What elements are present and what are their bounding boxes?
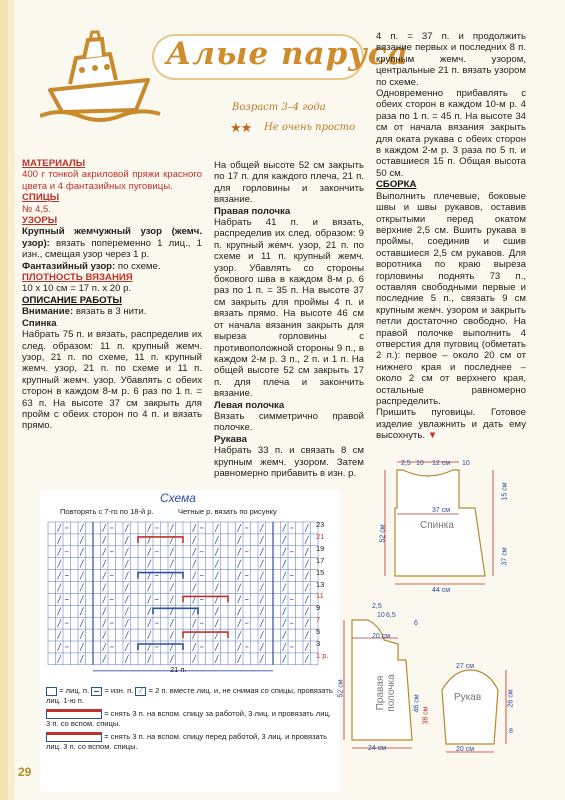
- materials-text: 400 г тонкой акриловой пряжи красного цвета и 4 фантазийных пуговицы.: [22, 169, 202, 192]
- stitch-mark: [103, 631, 107, 639]
- stitch-mark: [283, 595, 287, 603]
- stitch-mark: [125, 548, 129, 556]
- age-label: Возраст 3–4 года: [232, 102, 326, 113]
- stitch-mark: [215, 619, 219, 627]
- stitch-mark: [170, 584, 174, 592]
- stitch-mark: [80, 655, 84, 663]
- left-front-heading: Левая полочка: [214, 399, 285, 411]
- stitch-mark: [80, 524, 84, 532]
- column-1: [22, 158, 202, 432]
- scheme-width-label: 21 п.: [170, 665, 187, 674]
- stitch-mark: [283, 548, 287, 556]
- stitch-mark: [193, 560, 197, 568]
- back-height-15: 15 см: [501, 482, 509, 501]
- scheme-row-numbers: 23 21 19 17 15 13 11 9 7 5 3 1 р.: [316, 520, 329, 660]
- stitch-mark: [80, 643, 84, 651]
- front-label: Правая полочка: [375, 674, 397, 712]
- stitch-mark: [305, 595, 309, 603]
- stitch-mark: [215, 524, 219, 532]
- stitch-mark: [238, 584, 242, 592]
- stitch-mark: [58, 595, 62, 603]
- stitch-mark: [193, 655, 197, 663]
- stitch-mark: [148, 631, 152, 639]
- back-text-cont: На общей высоте 52 см закрыть по 17 п. для каждого плеча, 21 п. для горловины и закончить вязание.: [214, 160, 364, 206]
- legend-row-1: = лиц. п. = изн. п. ⁄ = 2 п. вместе лиц. и, не снимая со спицы, провязать лиц. 1-ю п.: [46, 686, 333, 705]
- stitch-mark: [103, 572, 107, 580]
- sleeve-width-27: 27 см: [456, 663, 475, 670]
- stitch-mark: [170, 560, 174, 568]
- front-height-38: 38 см: [422, 706, 430, 725]
- stitch-mark: [260, 572, 264, 580]
- stitch-mark: [238, 572, 242, 580]
- assembly-text: Выполнить плечевые, боковые швы и швы рукавов, оставив открытыми перед окатом верхние 2,5 см. Вшить рукава в проймы, соединив и сшив оставшиеся 2,5 см рукавов. Для воротника по краю выреза горловины поднять 73 п., оставляя свободными первые и последние 5 п., связать 9 см крупным жемч. узором и закрыть петли достаточно свободно. На правой полочке выполнить 4 отверстия для пуговиц (обметать 2 п.): первое – около 20 см от нижнего края и последнее – около 2 см от верхнего края, остальные равномерно распределить.: [376, 190, 526, 407]
- stitch-mark: [125, 536, 129, 544]
- stitch-mark: [238, 536, 242, 544]
- stitch-mark: [103, 548, 107, 556]
- stitch-mark: [260, 607, 264, 615]
- stitch-mark: [260, 536, 264, 544]
- stitch-mark: [193, 619, 197, 627]
- stitch-mark: [305, 607, 309, 615]
- description-heading: ОПИСАНИЕ РАБОТЫ: [22, 294, 122, 306]
- stitch-mark: [80, 548, 84, 556]
- stitch-mark: [193, 643, 197, 651]
- back-text: Набрать 75 п. и вязать, распределив их след. образом: 11 п. крупный жемч. узор, 21 п. по схеме, 11 п. крупный жемч. узор, 21 п. по схеме и 11 п. крупный жемч. узор. Убавлять с обеих сторон в каждом 8-м р. 6 раз по 1 п. = 63 п. На высоте 37 см закрыть для пройм с обеих сторон по 4 п. и вязать прямо.: [22, 329, 202, 432]
- stitch-mark: [103, 607, 107, 615]
- density-text: 10 х 10 см = 17 п. х 20 р.: [22, 283, 132, 295]
- stitch-mark: [148, 619, 152, 627]
- stitch-mark: [58, 643, 62, 651]
- back-heading: Спинка: [22, 317, 57, 329]
- stitch-mark: [305, 584, 309, 592]
- sleeves-text-cont: 4 п. = 37 п. и продолжить вязание первых и последних 8 п. крупным жемч. узором, центральные 21 п. вязать узором по схеме.: [376, 31, 526, 88]
- back-top-2: 10: [416, 460, 424, 467]
- scheme-legend: [46, 686, 336, 752]
- stitch-mark: [103, 643, 107, 651]
- stitch-mark: [260, 595, 264, 603]
- stitch-mark: [80, 560, 84, 568]
- scheme-even-label: Четные р. вязать по рисунку: [178, 507, 277, 516]
- stitch-mark: [283, 536, 287, 544]
- stitch-mark: [283, 560, 287, 568]
- stitch-mark: [193, 524, 197, 532]
- stitch-mark: [148, 524, 152, 532]
- density-heading: ПЛОТНОСТЬ ВЯЗАНИЯ: [22, 272, 133, 284]
- stitch-mark: [260, 619, 264, 627]
- stitch-mark: [260, 560, 264, 568]
- back-top-3: 12 см: [432, 460, 451, 467]
- stitch-mark: [103, 655, 107, 663]
- legend-row-3: = снять 3 п. на вспом. спицу перед работой, 3 лиц. и провязать лиц. 3 п. со вспом. спицы.: [46, 732, 328, 751]
- stitch-mark: [125, 560, 129, 568]
- stitch-mark: [58, 619, 62, 627]
- stitch-mark: [125, 572, 129, 580]
- stitch-mark: [170, 631, 174, 639]
- stitch-mark: [283, 584, 287, 592]
- final-text: Пришить пуговицы. Готовое изделие увлажнить и дать ему высохнуть. ▼: [376, 407, 526, 442]
- stitch-mark: [305, 560, 309, 568]
- stitch-mark: [148, 595, 152, 603]
- stitch-mark: [58, 560, 62, 568]
- back-height-52: 52 см: [379, 524, 387, 543]
- stitch-mark: [283, 619, 287, 627]
- stitch-mark: [283, 631, 287, 639]
- sleeve-label: Рукав: [454, 692, 482, 703]
- stitch-mark: [215, 643, 219, 651]
- column-3: [376, 31, 526, 442]
- scheme-repeat-label: Повторять с 7-го по 18-й р.: [60, 507, 154, 516]
- stitch-mark: [103, 536, 107, 544]
- stitch-mark: [238, 655, 242, 663]
- stitch-mark: [215, 607, 219, 615]
- stitch-mark: [305, 548, 309, 556]
- difficulty-stars: ★★: [230, 120, 252, 135]
- front-top-2: 10: [377, 612, 385, 619]
- stitch-mark: [103, 560, 107, 568]
- note: Внимание: вязать в 3 нити.: [22, 306, 147, 318]
- stitch-mark: [58, 572, 62, 580]
- stitch-mark: [215, 548, 219, 556]
- sleeve-diagram: [430, 660, 525, 760]
- back-height-37: 37 см: [501, 547, 509, 566]
- stitch-mark: [148, 607, 152, 615]
- sleeve-height-8: 8: [509, 728, 513, 735]
- pattern-2: Фантазийный узор: по схеме.: [22, 260, 161, 272]
- stitch-mark: [58, 584, 62, 592]
- stitch-mark: [305, 643, 309, 651]
- stitch-mark: [125, 655, 129, 663]
- front-height-46: 46 см: [413, 694, 421, 713]
- stitch-mark: [103, 524, 107, 532]
- scheme-title: Схема: [160, 491, 196, 505]
- stitch-mark: [260, 548, 264, 556]
- stitch-mark: [80, 536, 84, 544]
- stitch-mark: [170, 548, 174, 556]
- stitch-mark: [80, 619, 84, 627]
- back-label: Спинка: [420, 520, 454, 531]
- stitch-mark: [193, 548, 197, 556]
- stitch-mark: [58, 536, 62, 544]
- stitch-mark: [238, 524, 242, 532]
- stitch-mark: [260, 631, 264, 639]
- front-width-24: 24 см: [368, 745, 387, 752]
- stitch-mark: [193, 584, 197, 592]
- knitting-chart: [40, 516, 320, 676]
- sleeve-width-20: 20 см: [456, 746, 475, 753]
- stitch-mark: [170, 595, 174, 603]
- sleeves-heading: Рукава: [214, 433, 247, 445]
- stitch-mark: [125, 631, 129, 639]
- stitch-mark: [238, 607, 242, 615]
- stitch-mark: [80, 607, 84, 615]
- stitch-mark: [305, 631, 309, 639]
- left-margin-stripe: [0, 0, 8, 800]
- sleeve-height-26: 26 см: [507, 689, 515, 708]
- needles-text: № 4,5.: [22, 203, 51, 215]
- stitch-mark: [125, 524, 129, 532]
- stitch-mark: [238, 560, 242, 568]
- front-height-52: 52 см: [337, 679, 345, 698]
- stitch-mark: [238, 619, 242, 627]
- back-top-4: 10: [462, 460, 470, 467]
- difficulty-label: Не очень просто: [264, 122, 356, 133]
- stitch-mark: [170, 655, 174, 663]
- assembly-heading: СБОРКА: [376, 179, 417, 191]
- sleeves-increase: Одновременно прибавлять с обеих сторон в каждом 10-м р. 4 раза по 1 п. = 45 п. На высоте 34 см от начала вязания закрыть для оката рукава с обеих сторон в каждом 2-м р. 3 раза по 5 п. и оставшиеся 15 п. Общая высота 50 см.: [376, 88, 526, 179]
- stitch-mark: [58, 607, 62, 615]
- legend-row-2: = снять 3 п. на вспом. спицу за работой, 3 лиц. и провязать лиц. 3 п. со вспом. спицы.: [46, 709, 331, 728]
- stitch-mark: [215, 536, 219, 544]
- stitch-mark: [148, 584, 152, 592]
- front-height-6: 6: [414, 620, 418, 627]
- stitch-mark: [148, 655, 152, 663]
- stitch-mark: [148, 548, 152, 556]
- stitch-mark: [215, 655, 219, 663]
- stitch-mark: [260, 584, 264, 592]
- stitch-mark: [260, 655, 264, 663]
- stitch-mark: [283, 607, 287, 615]
- stitch-mark: [125, 619, 129, 627]
- front-top-3: 6,5: [386, 612, 396, 619]
- patterns-heading: УЗОРЫ: [22, 215, 58, 227]
- right-front-text: Набрать 41 п. и вязать, распределив их след. образом: 9 п. крупный жемч. узор, 21 п. по схеме и 11 п. крупный жемч. узор. Убавлять со стороны бокового шва в каждом 8-м р. 6 раз по 1 п. = 35 п. На высоте 37 см закрыть для проймы 4 п. и вязать прямо. На высоте 46 см от начала вязания закрыть для выреза горловины с противоположной стороны 9 п., в каждом 2-м р. 3 п., 2 п. и 1 п. На общей высоте 52 см закрыть 17 п. для плеча и закончить вязание.: [214, 217, 364, 400]
- stitch-mark: [80, 631, 84, 639]
- back-top-1: 2,5: [401, 460, 411, 467]
- column-2: [214, 160, 364, 479]
- stitch-mark: [305, 572, 309, 580]
- stitch-mark: [170, 524, 174, 532]
- stitch-mark: [193, 572, 197, 580]
- left-margin-stripe-inner: [8, 0, 15, 800]
- stitch-mark: [170, 619, 174, 627]
- materials-heading: МАТЕРИАЛЫ: [22, 158, 86, 169]
- stitch-mark: [80, 572, 84, 580]
- stitch-mark: [58, 548, 62, 556]
- stitch-mark: [283, 655, 287, 663]
- stitch-mark: [283, 643, 287, 651]
- stitch-mark: [125, 607, 129, 615]
- stitch-mark: [305, 524, 309, 532]
- stitch-mark: [238, 548, 242, 556]
- stitch-mark: [58, 655, 62, 663]
- stitch-mark: [260, 643, 264, 651]
- stitch-mark: [103, 584, 107, 592]
- stitch-mark: [238, 643, 242, 651]
- right-front-heading: Правая полочка: [214, 205, 291, 217]
- back-width-44: 44 см: [432, 587, 451, 594]
- stitch-mark: [148, 560, 152, 568]
- stitch-mark: [283, 524, 287, 532]
- stitch-mark: [193, 536, 197, 544]
- stitch-mark: [125, 584, 129, 592]
- stitch-mark: [283, 572, 287, 580]
- front-width-20: 20 см: [372, 633, 391, 640]
- stitch-mark: [215, 584, 219, 592]
- front-top-1: 2,5: [372, 603, 382, 610]
- page-title: Алые паруса: [166, 36, 409, 72]
- stitch-mark: [125, 643, 129, 651]
- stitch-mark: [238, 595, 242, 603]
- stitch-mark: [80, 584, 84, 592]
- stitch-mark: [305, 655, 309, 663]
- stitch-mark: [103, 595, 107, 603]
- stitch-mark: [215, 560, 219, 568]
- stitch-mark: [103, 619, 107, 627]
- needles-heading: СПИЦЫ: [22, 192, 60, 204]
- left-front-text: Вязать симметрично правой полочке.: [214, 410, 364, 434]
- stitch-mark: [260, 524, 264, 532]
- stitch-mark: [215, 572, 219, 580]
- stitch-mark: [125, 595, 129, 603]
- back-width-37: 37 см: [432, 507, 451, 514]
- page-number: 29: [18, 765, 32, 779]
- stitch-mark: [58, 631, 62, 639]
- pattern-1: Крупный жемчужный узор (жемч. узор): вязать попеременно 1 лиц., 1 изн., смещая узор через 1 р.: [22, 226, 202, 261]
- stitch-mark: [305, 536, 309, 544]
- stitch-mark: [305, 619, 309, 627]
- stitch-mark: [238, 631, 242, 639]
- stitch-mark: [58, 524, 62, 532]
- ship-logo: [40, 28, 170, 128]
- stitch-mark: [80, 595, 84, 603]
- sleeves-text: Набрать 33 п. и связать 8 см крупным жемч. узором. Затем равномерно прибавить в изн. р.: [214, 445, 364, 479]
